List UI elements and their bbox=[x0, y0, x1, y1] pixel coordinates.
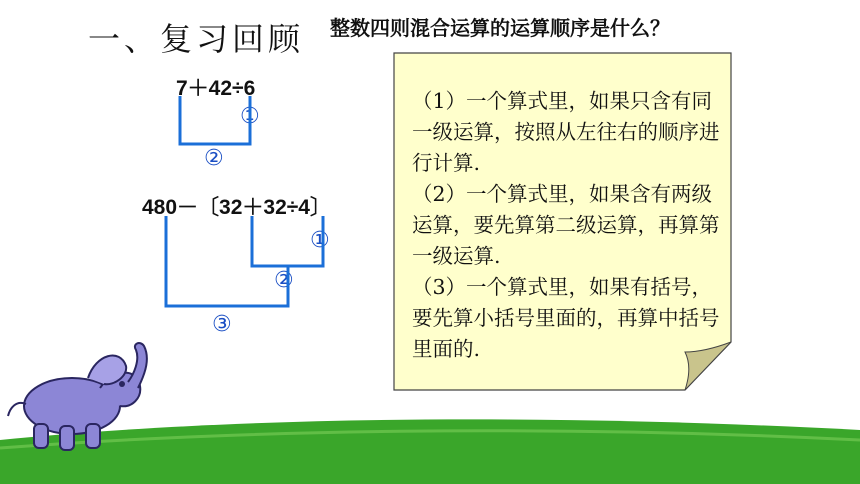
rule-1: （1）一个算式里，如果只含有同一级运算，按照从左往右的顺序进行计算. bbox=[412, 89, 720, 175]
expression-1-step-2: ② bbox=[204, 146, 224, 171]
rule-3: （3）一个算式里，如果有括号，要先算小括号里面的，再算中括号里面的. bbox=[412, 275, 720, 361]
expression-2-step-3: ③ bbox=[212, 312, 232, 337]
rules-list bbox=[412, 86, 730, 365]
expression-1: 7＋42÷6 bbox=[176, 77, 256, 100]
question-heading: 整数四则混合运算的运算顺序是什么？ bbox=[330, 16, 670, 40]
elephant-illustration bbox=[0, 336, 160, 456]
expression-2-step-1: ① bbox=[310, 228, 330, 253]
bracket-1-step-1 bbox=[180, 96, 250, 144]
expression-1-step-1: ① bbox=[240, 104, 260, 129]
section-title: 一、复习回顾 bbox=[88, 20, 305, 58]
bracket-2-step-1 bbox=[252, 216, 323, 266]
rule-2: （2）一个算式里，如果含有两级运算，要先算第二级运算，再算第一级运算. bbox=[412, 182, 720, 268]
bracket-2-step-2 bbox=[166, 216, 288, 306]
expression-2-step-2: ② bbox=[274, 268, 294, 293]
expression-2: 480－〔32＋32÷4〕 bbox=[142, 196, 331, 219]
